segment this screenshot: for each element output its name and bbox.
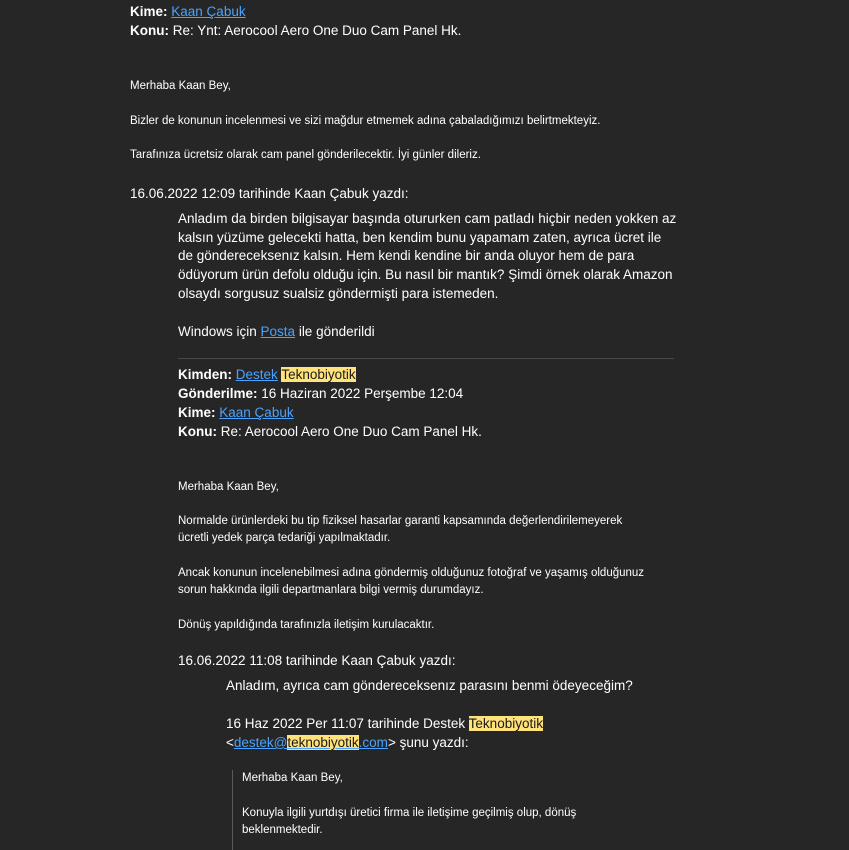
subject-label: Konu: [130, 23, 169, 38]
quote1-intro: 16.06.2022 12:09 tarihinde Kaan Çabuk yazdı: [130, 186, 409, 201]
divider [178, 358, 674, 359]
reply1-greeting: Merhaba Kaan Bey, [130, 80, 231, 92]
highlight: Teknobiyotik [468, 716, 543, 731]
reply1-para1: Bizler de konunun incelenmesi ve sizi mağdur etmemek adına çabaladığımızı belirtmekteyiz. [130, 115, 601, 127]
reply2-text: ücretli yedek parça tedariği yapılmaktadır. [178, 532, 391, 544]
posta-link[interactable]: Posta [260, 324, 296, 339]
quote2-line: Anladım, ayrıca cam göndereceksenız parasını benmi ödeyeceğim? [226, 678, 633, 693]
quote-bar [232, 770, 233, 850]
quote1-line: Anladım da birden bilgisayar başında otururken cam patladı hiçbir neden yokken az [178, 211, 677, 226]
from-link[interactable]: Destek [235, 367, 278, 382]
quote3-text: beklenmektedir. [242, 824, 323, 836]
to-link[interactable]: Kaan Çabuk [171, 4, 246, 19]
subject-line [130, 21, 461, 40]
sent-from-line: Windows için Posta ile gönderildi [178, 324, 375, 339]
highlight: Teknobiyotik [281, 367, 356, 382]
fwd-to-line: Kime: Kaan Çabuk [178, 405, 294, 420]
fwd-to-link[interactable]: Kaan Çabuk [219, 405, 294, 420]
quote3-text: Konuyla ilgili yurtdışı üretici firma ile iletişime geçilmiş olup, dönüş [242, 807, 577, 819]
highlight[interactable]: teknobiyotik [287, 735, 359, 750]
reply2-text: Normalde ürünlerdeki bu tip fiziksel hasarlar garanti kapsamında değerlendirilemeyerek [178, 515, 623, 527]
quote1-line: olsaydı sorgusuz sualsiz göndermişti para istemeden. [178, 286, 499, 301]
quote2-attr-line: 16 Haz 2022 Per 11:07 tarihinde Destek Teknobiyotik [226, 716, 543, 731]
quote1-line: kalsın yüzüme gelecekti hatta, ben kendim bunu yapamam zaten, ayrıca ücret ile [178, 230, 662, 245]
quote2-email-line: <destek@teknobiyotik.com> şunu yazdı: [226, 735, 469, 750]
quote1-line: ödüyorum ürün defolu olduğu için. Bu nasıl bir mantık? Şimdi örnek olarak Amazon [178, 267, 673, 282]
quote1-line: de göndereceksenız kalsın. Hem kendi kendine bir anda oluyor hem de para [178, 248, 635, 263]
reply2-text: Dönüş yapıldığında tarafınızla iletişim kurulacaktır. [178, 619, 435, 631]
to-label: Kime: [130, 4, 168, 19]
reply2-greeting: Merhaba Kaan Bey, [178, 481, 279, 493]
quote3-greeting: Merhaba Kaan Bey, [242, 772, 343, 784]
reply2-text: sorun hakkında ilgili departmanlara bilgi vermiş durumdayız. [178, 584, 484, 596]
email-link[interactable]: destek@teknobiyotik.com [233, 735, 388, 750]
subject-text: Re: Ynt: Aerocool Aero One Duo Cam Panel Hk. [172, 23, 462, 38]
reply2-text: Ancak konunun incelenebilmesi adına göndermiş olduğunuz fotoğraf ve yaşamış olduğunuz [178, 567, 645, 579]
fwd-from-line: Kimden: Destek Teknobiyotik [178, 367, 356, 382]
quote2-intro: 16.06.2022 11:08 tarihinde Kaan Çabuk yazdı: [178, 653, 456, 668]
fwd-subject-line: Konu: Re: Aerocool Aero One Duo Cam Panel Hk. [178, 424, 482, 439]
to-line [130, 2, 246, 21]
fwd-sent-line: Gönderilme: 16 Haziran 2022 Perşembe 12:04 [178, 386, 464, 401]
reply1-para2: Tarafınıza ücretsiz olarak cam panel gönderilecektir. İyi günler dileriz. [130, 149, 481, 161]
